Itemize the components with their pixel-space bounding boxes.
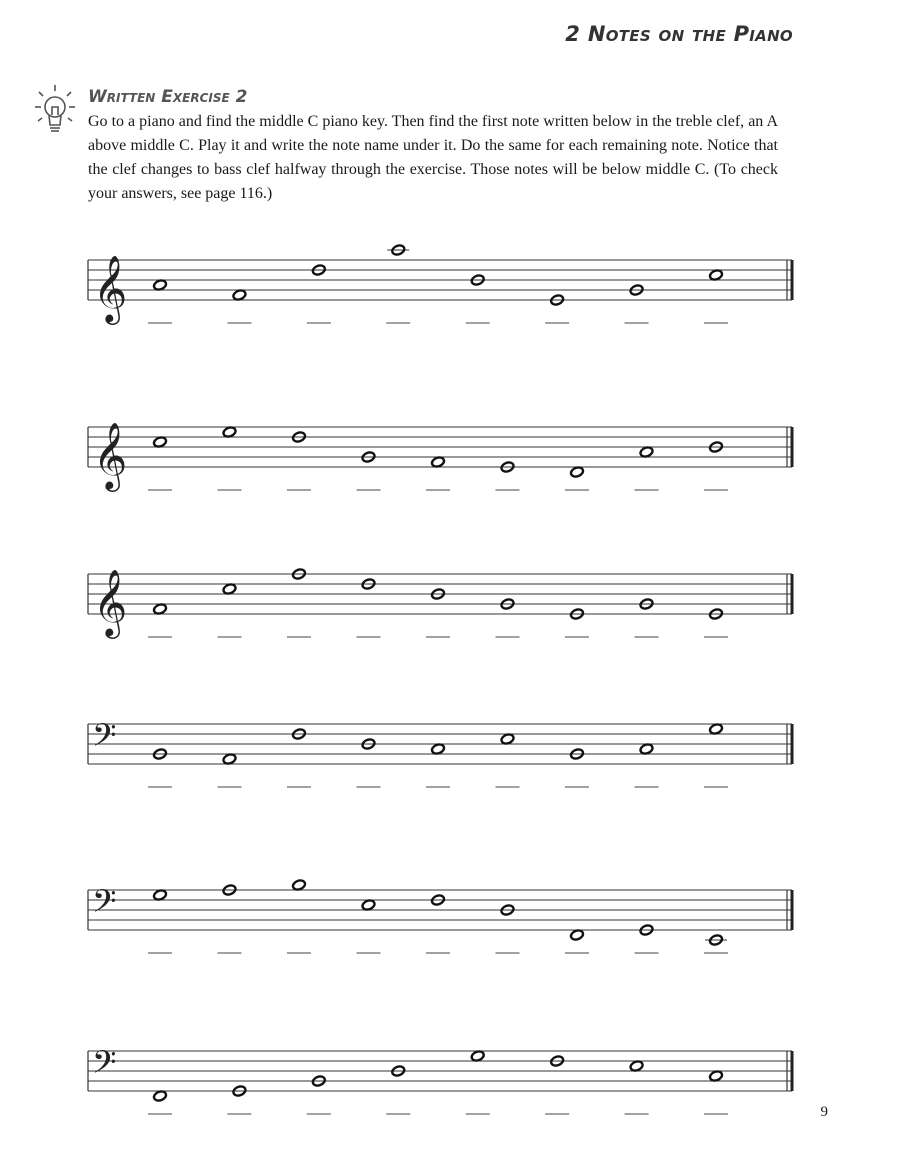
treble-clef-icon: 𝄞 bbox=[93, 421, 128, 489]
whole-note bbox=[232, 289, 247, 301]
music-staff-1 bbox=[80, 220, 805, 340]
whole-note bbox=[153, 889, 168, 901]
bass-clef-icon: 𝄢 bbox=[92, 1044, 117, 1088]
whole-note bbox=[709, 723, 724, 735]
treble-clef-icon: 𝄞 bbox=[93, 254, 128, 322]
whole-note bbox=[470, 1050, 485, 1062]
whole-note bbox=[222, 426, 237, 438]
whole-note bbox=[709, 1070, 724, 1082]
whole-note bbox=[639, 743, 654, 755]
whole-note bbox=[639, 446, 654, 458]
lightbulb-icon bbox=[33, 83, 77, 137]
music-staff-3 bbox=[80, 534, 805, 654]
bass-clef-icon: 𝄢 bbox=[92, 883, 117, 927]
page-number: 9 bbox=[820, 1104, 828, 1120]
music-staff-4 bbox=[80, 684, 805, 804]
whole-note bbox=[153, 603, 168, 615]
whole-note bbox=[570, 929, 585, 941]
chapter-header: 2 Notes on the Piano bbox=[565, 22, 793, 46]
whole-note bbox=[222, 583, 237, 595]
whole-note bbox=[709, 269, 724, 281]
whole-note bbox=[292, 879, 307, 891]
whole-note bbox=[153, 279, 168, 291]
bass-clef-icon: 𝄢 bbox=[92, 717, 117, 761]
treble-clef-icon: 𝄞 bbox=[93, 568, 128, 636]
whole-note bbox=[629, 1060, 644, 1072]
exercise-instructions: Go to a piano and find the middle C piano key. Then find the first note written below in the treble clef, an A above middle C. Play it and write the note name under it. Do the same for each remaining note. Notice that the clef changes to bass clef halfway through the exercise. Those notes will be below middle C. (To check your answers, see page 116.) bbox=[88, 113, 778, 202]
music-staff-6 bbox=[80, 1011, 805, 1131]
whole-note bbox=[500, 733, 515, 745]
exercise-title: Written Exercise 2 bbox=[88, 87, 248, 107]
music-staff-2 bbox=[80, 387, 805, 507]
whole-note bbox=[153, 1090, 168, 1102]
whole-note bbox=[570, 466, 585, 478]
whole-note bbox=[431, 456, 446, 468]
whole-note bbox=[361, 899, 376, 911]
music-staff-5 bbox=[80, 850, 805, 970]
whole-note bbox=[222, 753, 237, 765]
whole-note bbox=[431, 743, 446, 755]
whole-note bbox=[153, 436, 168, 448]
